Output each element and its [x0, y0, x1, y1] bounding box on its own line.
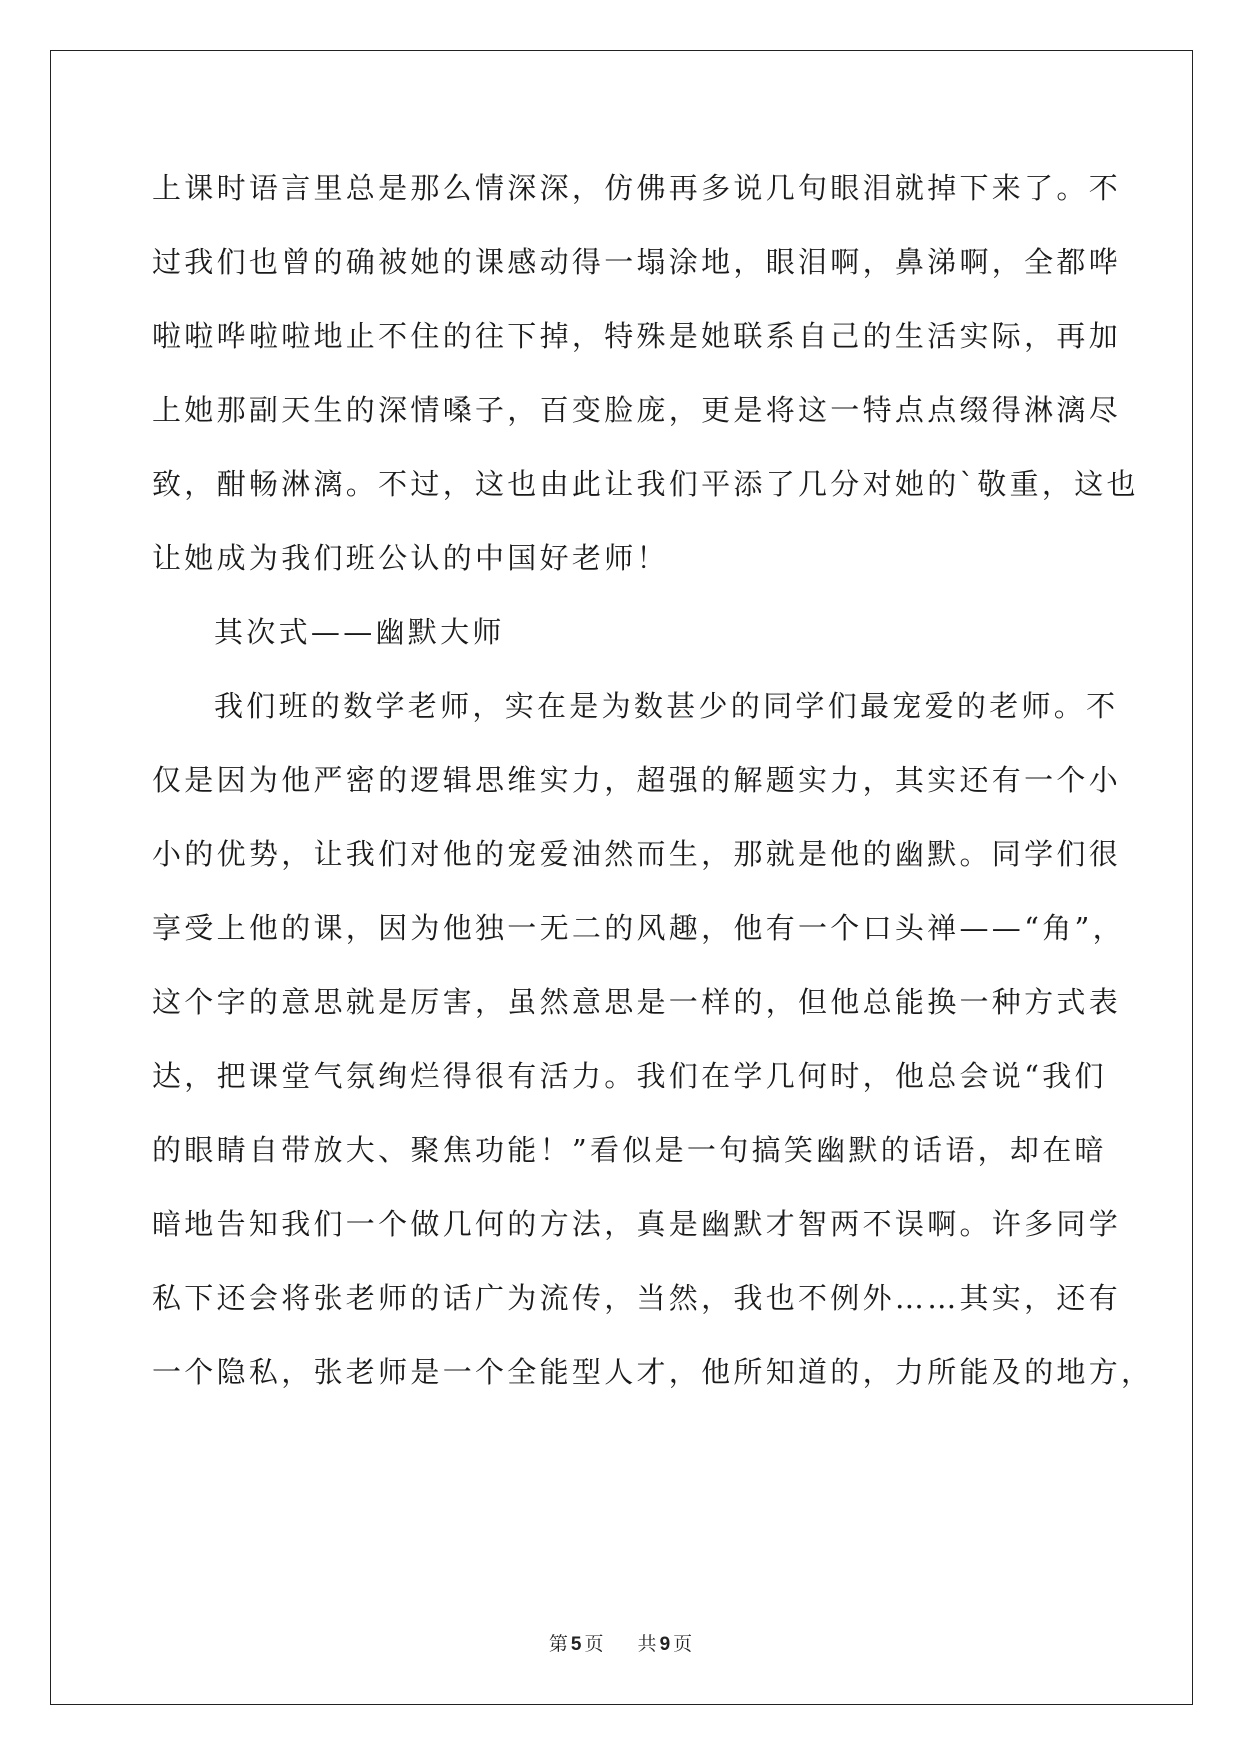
document-body: [152, 168, 1154, 1426]
total-prefix: 共: [637, 1633, 657, 1655]
text-line: 这个字的意思就是厉害，虽然意思是一样的，但他总能换一种方式表: [152, 985, 1122, 1019]
text-line: 达，把课堂气氛绚烂得很有活力。我们在学几何时，他总会说“我们: [152, 1059, 1107, 1093]
page-number: [549, 1632, 604, 1657]
text-line: 享受上他的课，因为他独一无二的风趣，他有一个口头禅——“角”，: [152, 911, 1125, 945]
page-prefix: 第: [548, 1633, 568, 1655]
text-line: 一个隐私，张老师是一个全能型人才，他所知道的，力所能及的地方，: [152, 1355, 1154, 1389]
text-line: 小的优势，让我们对他的宠爱油然而生，那就是他的幽默。同学们很: [152, 837, 1122, 871]
text-line: 让她成为我们班公认的中国好老师！: [152, 541, 669, 575]
page-footer: [0, 1632, 1241, 1657]
text-line: 的眼睛自带放大、聚焦功能！”看似是一句搞笑幽默的话语，却在暗: [152, 1133, 1107, 1167]
section-heading: 其次式——幽默大师: [214, 615, 505, 649]
text-line: 暗地告知我们一个做几何的方法，真是幽默才智两不误啊。许多同学: [152, 1207, 1122, 1241]
text-line: 仅是因为他严密的逻辑思维实力，超强的解题实力，其实还有一个小: [152, 763, 1122, 797]
page-total: [638, 1632, 693, 1657]
text-line: 上课时语言里总是那么情深深，仿佛再多说几句眼泪就掉下来了。不: [152, 171, 1122, 205]
text-line: 私下还会将张老师的话广为流传，当然，我也不例外……其实，还有: [152, 1281, 1122, 1315]
text-line: 上她那副天生的深情嗓子，百变脸庞，更是将这一特点点缀得淋漓尽: [152, 393, 1122, 427]
paragraph-first-line: 我们班的数学老师，实在是为数甚少的同学们最宠爱的老师。不: [214, 689, 1119, 723]
total-suffix: 页: [673, 1633, 693, 1655]
text-line: 致，酣畅淋漓。不过，这也由此让我们平添了几分对她的`敬重，这也: [152, 467, 1139, 501]
text-line: 过我们也曾的确被她的课感动得一塌涂地，眼泪啊，鼻涕啊，全都哗: [152, 245, 1122, 279]
total-pages: 9: [659, 1634, 671, 1655]
page-suffix: 页: [584, 1633, 604, 1655]
current-page: 5: [570, 1634, 582, 1655]
text-line: 啦啦哗啦啦地止不住的往下掉，特殊是她联系自己的生活实际，再加: [152, 319, 1122, 353]
